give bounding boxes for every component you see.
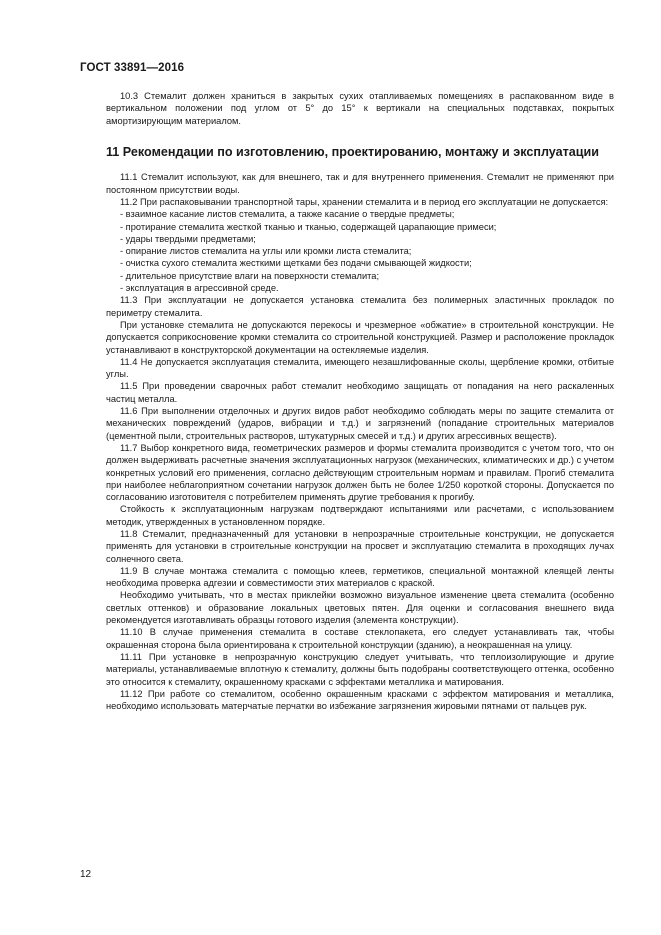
paragraph-11-11: 11.11 При установке в непрозрачную конструкцию следует учитывать, что теплоизолирующие и другие материалы, устанавливаемые вплотную к стемалиту, должны быть подобраны соответствующего оттенка, особенно это относится к стемалиту, окрашенному красками с эффектами металлика и матирования. xyxy=(106,651,614,687)
paragraph-11-1: 11.1 Стемалит используют, как для внешнего, так и для внутреннего применения. Стемалит не применяют при постоянном присутствии воды. xyxy=(106,172,614,195)
document-code-header: ГОСТ 33891—2016 xyxy=(80,62,185,74)
paragraph-11-9: 11.9 В случае монтажа стемалита с помощью клеев, герметиков, специальной монтажной клеящей ленты необходима проверка адгезии и совместимости этих материалов с краской. xyxy=(106,565,614,589)
list-item: - эксплуатация в агрессивной среде. xyxy=(120,283,279,294)
list-item: - опирание листов стемалита на углы или кромки листа стемалита; xyxy=(120,246,412,257)
list-item: - очистка сухого стемалита жесткими щетками без подачи смывающей жидкости; xyxy=(120,258,472,269)
paragraph-11-4: 11.4 Не допускается эксплуатация стемалита, имеющего незашлифованные сколы, щербление кромки, отбитые углы. xyxy=(106,356,614,380)
paragraph-11-8: 11.8 Стемалит, предназначенный для установки в непрозрачные строительные конструкции, не допускается применять для установки в строительные конструкции на просвет и эксплуатацию стемалита в проходящих лучах солнечного света. xyxy=(106,529,614,564)
list-item: - удары твердыми предметами; xyxy=(120,233,256,244)
list-item: - протирание стемалита жесткой тканью и тканью, содержащей царапающие примеси; xyxy=(120,221,497,232)
page-number: 12 xyxy=(80,869,92,880)
paragraph-11-10: 11.10 В случае применения стемалита в составе стеклопакета, его следует устанавливать так, чтобы окрашенная сторона была ориентирована к строительной конструкции (зданию), а неокрашенная на улицу. xyxy=(106,627,614,650)
list-item: - взаимное касание листов стемалита, а также касание о твердые предметы; xyxy=(120,209,455,220)
paragraph-11-2: 11.2 При распаковывании транспортной тары, хранении стемалита и в период его эксплуатации не допускается: xyxy=(120,196,609,207)
paragraph-11-12: 11.12 При работе со стемалитом, особенно окрашенным красками с эффектом матирования и металлика, необходимо использовать матерчатые перчатки во избежание загрязнения жировыми пятнами от пальцев рук. xyxy=(106,688,614,712)
list-item: - длительное присутствие влаги на поверхности стемалита; xyxy=(120,270,380,281)
paragraph-11-6: 11.6 При выполнении отделочных и других видов работ необходимо соблюдать меры по защите стемалита от механических повреждений (ударов, вибрации и т.д.) и загрязнений (попадание строительных материалов (цементной пыли, строительных растворов, штукатурных смесей и т.д.) и других агрессивных веществ). xyxy=(106,406,614,441)
section-11-title: 11 Рекомендации по изготовлению, проектированию, монтажу и эксплуатации xyxy=(106,144,600,159)
paragraph-11-7: 11.7 Выбор конкретного вида, геометрических размеров и формы стемалита производится с учетом того, что он должен выдерживать расчетные значения эксплуатационных нагрузок (механических, климатических и др.) с учетом конкретных условий его применения, согласно действующим строительным нормам и правилам. Прогиб стемалита при наиболее неблагоприятном сочетании нагрузок должен быть не более 1/250 короткой стороны. Допускается по согласованию изготовителя с потребителем применять другие требования к прогибу. xyxy=(106,442,614,503)
page-content xyxy=(106,90,614,712)
paragraph: Стойкость к эксплуатационным нагрузкам подтверждают испытаниями или расчетами, с использованием методик, утвержденных в установленном порядке. xyxy=(106,504,614,527)
paragraph: При установке стемалита не допускаются перекосы и чрезмерное «обжатие» в строительной конструкции. Не допускается соприкосновение кромки стемалита со строительной конструкцией. Размер и расположение прокладок устанавливают в конструкторской документации на остекляемые изделия. xyxy=(106,319,614,355)
paragraph: Необходимо учитывать, что в местах приклейки возможно визуальное изменение цвета стемалита (особенно светлых оттенков) и образование локальных цветовых пятен. Для оценки и согласования внешнего вида рекомендуется изготавливать образцы готового изделия (элемента конструкции). xyxy=(106,590,614,626)
paragraph-11-3: 11.3 При эксплуатации не допускается установка стемалита без полимерных эластичных прокладок по периметру стемалита. xyxy=(106,295,614,318)
paragraph-11-5: 11.5 При проведении сварочных работ стемалит необходимо защищать от попадания на него раскаленных частиц металла. xyxy=(106,381,614,404)
paragraph-10-3: 10.3 Стемалит должен храниться в закрытых сухих отапливаемых помещениях в распакованном виде в вертикальном положении под углом от 5° до 15° к вертикали на специальных подставках, покрытых амортизирующим материалом. xyxy=(106,91,614,126)
